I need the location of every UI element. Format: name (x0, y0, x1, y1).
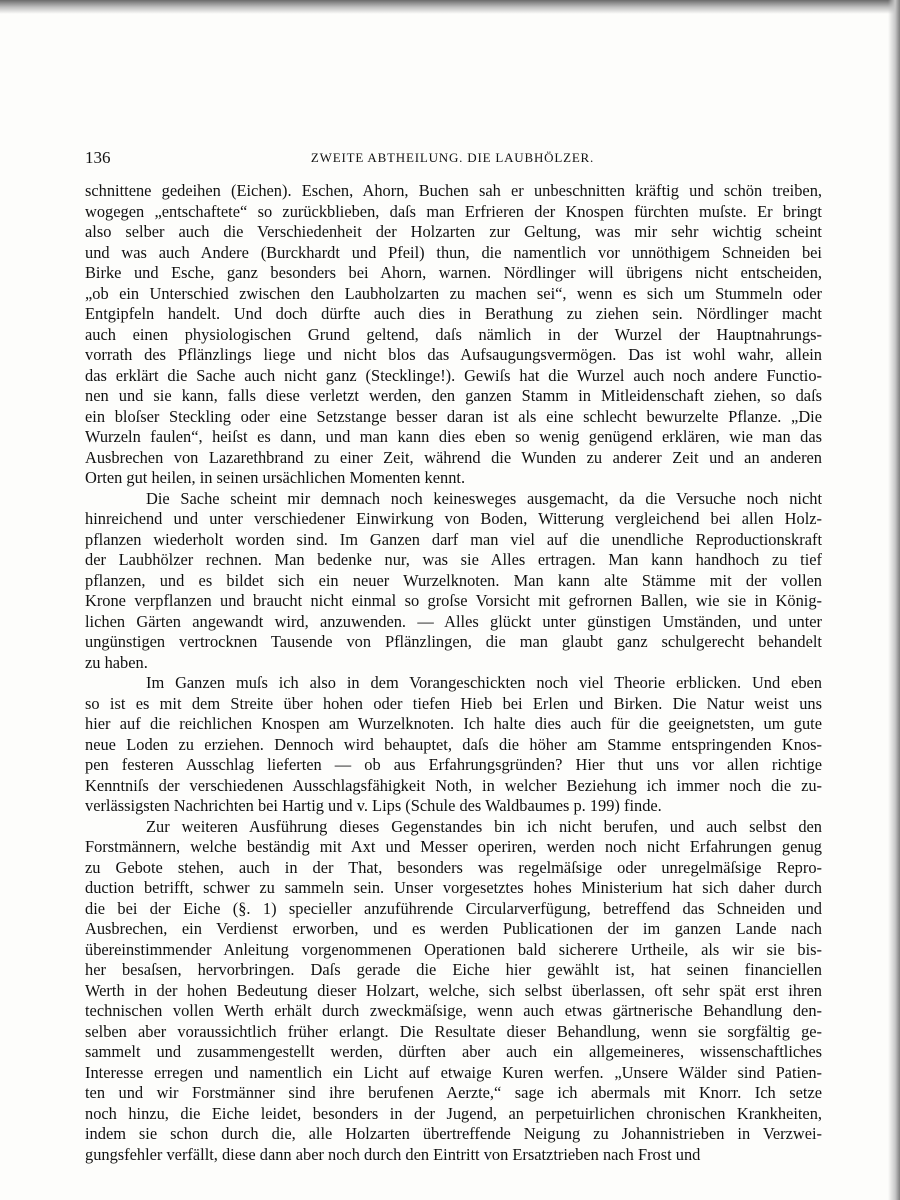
text-line: ein bloſser Steckling oder eine Setzstange besser daran ist als eine schlecht bewurzelte Pflanze. „Die (85, 406, 822, 426)
text-line: die bei der Eiche (§. 1) specieller anzuführende Circularverfügung, betreffend das Schneiden und (85, 898, 822, 918)
text-line: hier auf die reichlichen Knospen am Wurzelknoten. Ich halte dies auch für die geeignetsten, um gute (85, 714, 822, 733)
text-line: der Laubhölzer rechnen. Man bedenke nur, was sie Alles ertragen. Man kann handhoch zu tief (85, 550, 822, 569)
text-line: lichen Gärten angewandt wird, anzuwenden. — Alles glückt unter günstigen Umständen, und unter (85, 611, 822, 631)
text-line: nen und sie kann, falls diese verletzt werden, den ganzen Stamm in Mitleidenschaft ziehen, so daſs (85, 386, 822, 405)
page-header (85, 148, 820, 172)
text-line: Im Ganzen muſs ich also in dem Vorangeschickten noch viel Theorie erblicken. Und eben (146, 673, 822, 692)
text-line: pflanzen, und es bildet sich ein neuer Wurzelknoten. Man kann alte Stämme mit der vollen (85, 570, 822, 590)
scan-shadow-top (0, 0, 900, 14)
text-line: Interesse erregen und namentlich ein Licht auf etwaige Kuren werfen. „Unsere Wälder sind Patien- (85, 1062, 822, 1082)
text-line: Werth in der hohen Bedeutung dieser Holzart, welche, sich selbst überlassen, oft sehr spät erst ihren (85, 980, 822, 1000)
text-line: schnittene gedeihen (Eichen). Eschen, Ahorn, Buchen sah er unbeschnitten kräftig und schön treiben, (85, 181, 822, 200)
text-line: Wurzeln faulen“, heiſst es dann, und man kann dies eben so wenig genügend erklären, wie man das (85, 427, 822, 446)
text-line: Kenntniſs der verschiedenen Ausschlagsfähigkeit Noth, in welcher Beziehung ich immer noch die zu- (85, 775, 822, 795)
text-line: Die Sache scheint mir demnach noch keinesweges ausgemacht, da die Versuche noch nicht (146, 488, 822, 508)
running-head: ZWEITE ABTHEILUNG. DIE LAUBHÖLZER. (310, 150, 595, 165)
scan-shadow-right (888, 0, 900, 1200)
text-line: verlässigsten Nachrichten bei Hartig und v. Lips (Schule des Waldbaumes p. 199) finde. (85, 796, 662, 815)
text-line: her besaſsen, hervorbringen. Daſs gerade die Eiche hier gewählt ist, hat seinen financiellen (85, 960, 822, 979)
text-line: Orten gut heilen, in seinen ursächlichen Momenten kennt. (85, 468, 466, 487)
text-line: sammelt und zusammengestellt werden, dürften aber auch ein allgemeineres, wissenschaftliches (85, 1042, 822, 1061)
text-line: neue Loden zu erziehen. Dennoch wird behauptet, daſs die höher am Stamme entspringenden Knos- (85, 734, 822, 754)
text-line: indem sie schon durch die, alle Holzarten übertreffende Neigung zu Johannistrieben in Verzwei- (85, 1124, 822, 1143)
text-line: Krone verpflanzen und braucht nicht einmal so groſse Vorsicht mit gefrornen Ballen, wie sie in König- (85, 591, 822, 610)
text-line: auch einen physiologischen Grund geltend, daſs nämlich in der Wurzel der Hauptnahrungs- (85, 324, 822, 344)
text-line: gungsfehler verfällt, diese dann aber noch durch den Eintritt von Ersatztrieben nach Frost und (85, 1144, 701, 1164)
text-line: Ausbrechen, ein Verdienst erworben, und es werden Publicationen der im ganzen Lande nach (85, 919, 822, 938)
text-line: Birke und Esche, ganz besonders bei Ahorn, warnen. Nördlinger will übrigens nicht entscheiden, (85, 263, 822, 282)
body-text (85, 181, 822, 1165)
text-line: und was auch Andere (Burckhardt und Pfeil) thun, die namentlich vor unnöthigem Schneiden bei (85, 242, 822, 262)
text-line: also selber auch die Verschiedenheit der Holzarten zur Geltung, was mir sehr wichtig scheint (85, 222, 822, 241)
text-line: so ist es mit dem Streite über hohen oder tiefen Hieb bei Erlen und Birken. Die Natur weist uns (85, 693, 822, 713)
text-line: übereinstimmender Anleitung vorgenommenen Operationen bald sicherere Urtheile, als wir sie bis- (85, 939, 822, 959)
text-line: Ausbrechen von Lazarethbrand zu einer Zeit, während die Wunden zu anderer Zeit und an anderen (85, 447, 822, 467)
text-line: zu haben. (85, 652, 148, 672)
text-line: technischen vollen Werth erhält durch zweckmäſsige, wenn auch etwas gärtnerische Behandlung den- (85, 1001, 822, 1020)
page-number: 136 (85, 148, 111, 167)
text-line: noch hinzu, die Eiche leidet, besonders in der Jugend, an perpetuirlichen chronischen Krankheiten, (85, 1103, 822, 1123)
text-line: selben aber voraussichtlich früher erlangt. Die Resultate dieser Behandlung, wenn sie sorgfältig ge- (85, 1021, 822, 1041)
text-line: ungünstigen vertrocknen Tausende von Pflänzlingen, die man glaubt ganz schulgerecht behandelt (85, 632, 822, 651)
text-line: hinreichend und unter verschiedener Einwirkung von Boden, Witterung vergleichend bei allen Holz- (85, 509, 822, 528)
text-line: vorrath des Pflänzlings liege und nicht blos das Aufsaugungsvermögen. Das ist wohl wahr, allein (85, 345, 822, 364)
text-line: zu Gebote stehen, auch in der That, besonders was regelmäſsige oder unregelmäſsige Repro- (85, 857, 822, 877)
text-line: pflanzen wiederholt worden sind. Im Ganzen darf man viel auf die unendliche Reproductionskraft (85, 529, 822, 549)
text-line: duction betrifft, schwer zu sammeln sein. Unser vorgesetztes hohes Ministerium hat sich daher durch (85, 878, 822, 897)
text-line: wogegen „entschaftete“ so zurückblieben, daſs man Erfrieren der Knospen fürchten muſste. Er bringt (85, 201, 822, 221)
text-line: Entgipfeln handelt. Und doch dürfte auch dies in Berathung zu ziehen sein. Nördlinger macht (85, 304, 822, 323)
text-line: ten und wir Forstmänner sind ihre berufenen Aerzte,“ sage ich abermals mit Knorr. Ich setze (85, 1083, 822, 1102)
text-line: pen festeren Ausschlag lieferten — ob aus Erfahrungsgründen? Hier thut uns vor allen richtige (85, 755, 822, 774)
text-line: Forstmännern, welche beständig mit Axt und Messer operiren, werden noch nicht Erfahrungen genug (85, 837, 822, 856)
text-line: „ob ein Unterschied zwischen den Laubholzarten zu machen sei“, wenn es sich um Stummeln oder (85, 283, 822, 303)
text-line: das erklärt die Sache auch nicht ganz (Stecklinge!). Gewiſs hat die Wurzel auch noch andere Functio- (85, 365, 822, 385)
text-line: Zur weiteren Ausführung dieses Gegenstandes bin ich nicht berufen, und auch selbst den (146, 816, 822, 836)
